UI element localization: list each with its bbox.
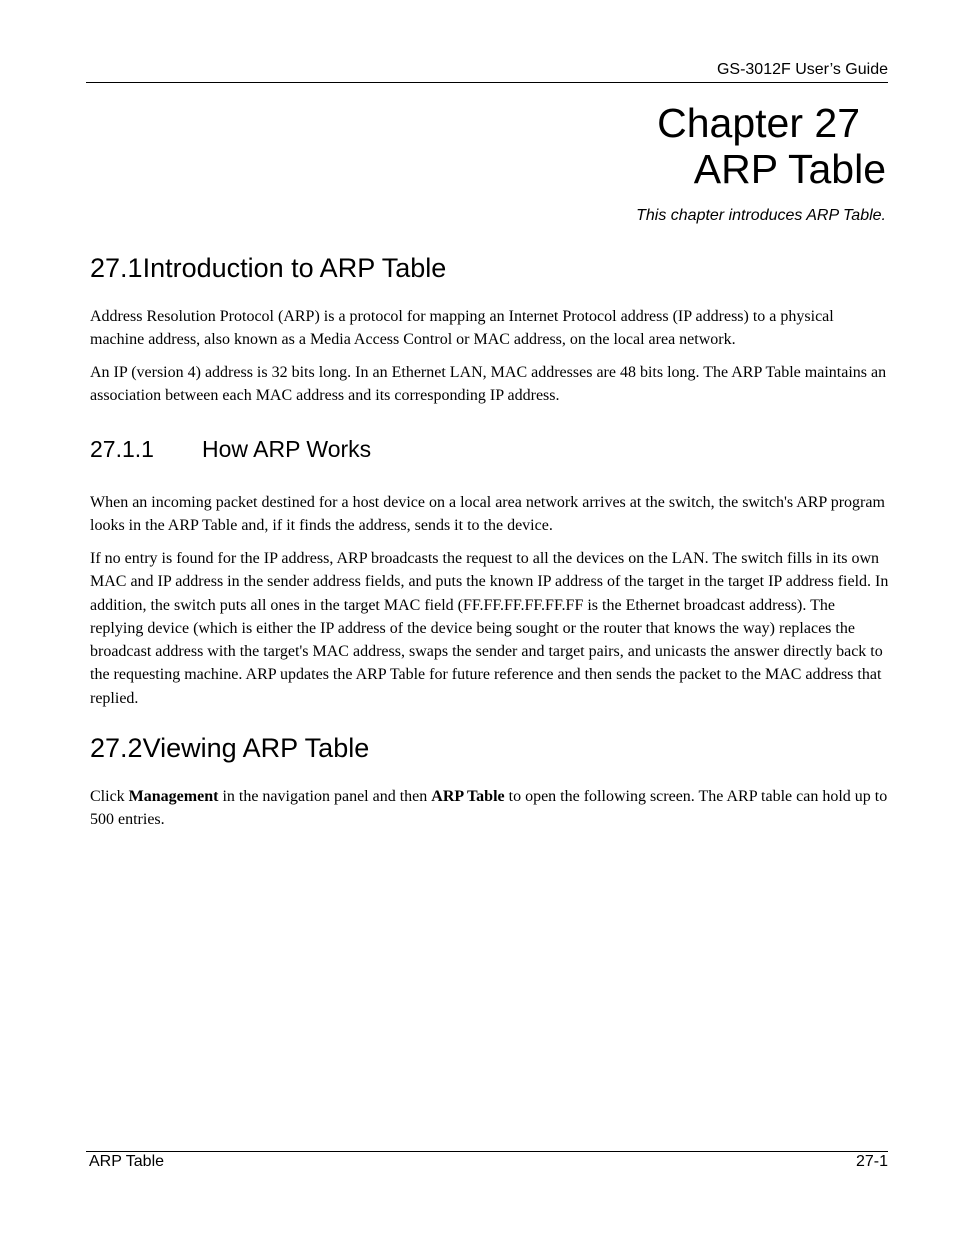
ui-term-arp-table: ARP Table (431, 788, 505, 805)
chapter-intro: This chapter introduces ARP Table. (636, 207, 886, 224)
section-heading-27-1 (90, 251, 446, 285)
section-number: 27.1 (90, 253, 143, 283)
ui-term-management: Management (128, 788, 219, 805)
text-run: to open the following screen. The ARP table can hold up to 500 entries. (90, 788, 888, 829)
text-run: Click (90, 788, 129, 805)
running-header: GS-3012F User’s Guide (716, 61, 888, 78)
subsection-heading-27-1-1 (90, 434, 371, 464)
section-title: Viewing ARP Table (142, 733, 370, 763)
paragraph: If no entry is found for the IP address, ARP broadcasts the request to all the devices on the LAN. The switch fills in its own MAC and IP address in the sender address fields, and puts the known IP address of the target in the target IP address field. In addition, the switch puts all ones in the target MAC field (FF.FF.FF.FF.FF.FF is the Ethernet broadcast address). The replying device (which is either the IP address of the device being sought or the router that knows the way) replaces the broadcast address with the target's MAC address, swaps the sender and target pairs, and unicasts the answer directly back to the requesting machine. ARP updates the ARP Table for future reference and then sends the packet to the MAC address that replied. (90, 550, 889, 707)
section-title: Introduction to ARP Table (142, 253, 447, 283)
chapter-title: ARP Table (693, 146, 886, 192)
paragraph: When an incoming packet destined for a host device on a local area network arrives at the switch, the switch's ARP program looks in the ARP Table and, if it finds the address, sends it to the device. (90, 494, 885, 535)
text-run: in the navigation panel and then (218, 788, 432, 805)
subsection-number: 27.1.1 (90, 436, 154, 462)
section-heading-27-2 (90, 731, 369, 765)
chapter-number: Chapter 27 (657, 100, 860, 146)
footer-section-name: ARP Table (89, 1153, 165, 1170)
subsection-title: How ARP Works (202, 436, 372, 462)
paragraph: An IP (version 4) address is 32 bits long. In an Ethernet LAN, MAC addresses are 48 bits long. The ARP Table maintains an association between each MAC address and its corresponding IP address. (90, 364, 887, 405)
paragraph: Address Resolution Protocol (ARP) is a protocol for mapping an Internet Protocol address (IP address) to a physical machine address, also known as a Media Access Control or MAC address, on the local area network. (90, 308, 834, 349)
header-rule (86, 82, 888, 83)
footer-page-number: 27-1 (855, 1153, 888, 1170)
section-number: 27.2 (90, 733, 143, 763)
footer-rule (86, 1151, 888, 1152)
paragraph (90, 785, 890, 832)
